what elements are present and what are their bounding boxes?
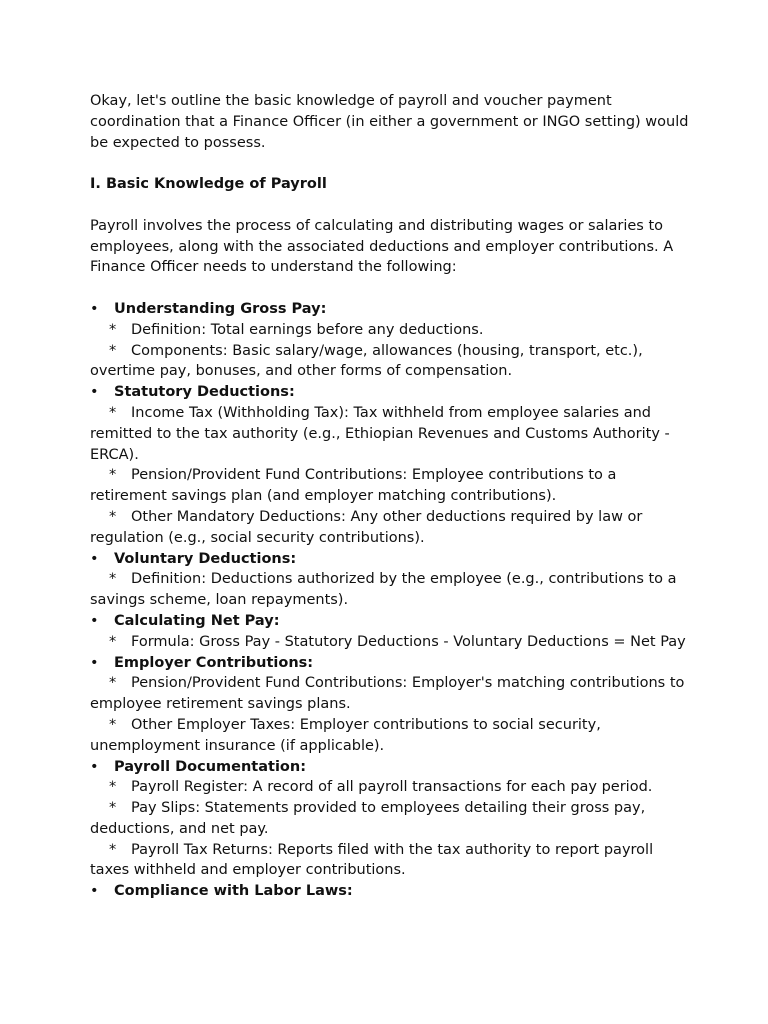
sub-item — [90, 632, 690, 653]
sub-item — [90, 840, 690, 882]
bullet-item — [90, 653, 690, 674]
bullet-icon: • — [90, 758, 99, 775]
sub-item-text: Payroll Register: A record of all payroll transactions for each pay period. — [131, 779, 653, 796]
bullet-label: Calculating Net Pay: — [114, 612, 280, 629]
asterisk-icon: * — [109, 633, 117, 650]
asterisk-icon: * — [109, 571, 117, 588]
bullet-label: Voluntary Deductions: — [114, 550, 297, 567]
sub-item — [90, 465, 690, 507]
asterisk-icon: * — [109, 779, 117, 796]
bullet-icon: • — [90, 384, 99, 401]
section-heading: I. Basic Knowledge of Payroll — [90, 176, 327, 193]
asterisk-icon: * — [109, 841, 117, 858]
bullet-icon: • — [90, 654, 99, 671]
bullet-label: Statutory Deductions: — [114, 384, 295, 401]
asterisk-icon: * — [109, 800, 117, 817]
sub-item-text: Definition: Deductions authorized by the employee (e.g., contributions to a savings scheme, loan repayments). — [90, 571, 677, 609]
sub-item-text: Pension/Provident Fund Contributions: Employer's matching contributions to employee retirement savings plans. — [90, 675, 685, 713]
asterisk-icon: * — [109, 508, 117, 525]
asterisk-icon: * — [109, 716, 117, 733]
document-page — [90, 91, 690, 902]
bullet-icon: • — [90, 883, 99, 900]
bullet-label: Employer Contributions: — [114, 654, 314, 671]
bullet-icon: • — [90, 550, 99, 567]
asterisk-icon: * — [109, 321, 117, 338]
sub-item — [90, 341, 690, 383]
spacer — [90, 153, 690, 174]
asterisk-icon: * — [109, 342, 117, 359]
bullet-label: Payroll Documentation: — [114, 758, 307, 775]
asterisk-icon: * — [109, 467, 117, 484]
bullet-item — [90, 549, 690, 570]
sub-item-text: Other Mandatory Deductions: Any other deductions required by law or regulation (e.g., social security contributions). — [90, 508, 643, 546]
bullet-item — [90, 881, 690, 902]
sub-item-text: Income Tax (Withholding Tax): Tax withheld from employee salaries and remitted to the tax authority (e.g., Ethiopian Revenues and Customs Authority - ERCA). — [90, 404, 670, 463]
sub-item — [90, 507, 690, 549]
bullet-icon: • — [90, 612, 99, 629]
bullet-label: Compliance with Labor Laws: — [114, 883, 353, 900]
bullet-item — [90, 382, 690, 403]
sub-item — [90, 673, 690, 715]
sub-item-text: Pay Slips: Statements provided to employees detailing their gross pay, deductions, and net pay. — [90, 800, 646, 837]
sub-item — [90, 320, 690, 341]
bullet-list — [90, 299, 690, 902]
sub-item — [90, 569, 690, 611]
sub-item-text: Payroll Tax Returns: Reports filed with the tax authority to report payroll taxes withheld and employer contributions. — [90, 841, 654, 879]
intro-paragraph: Okay, let's outline the basic knowledge of payroll and voucher payment coordination that a Finance Officer (in either a government or INGO setting) would be expected to possess. — [90, 93, 689, 151]
bullet-item — [90, 611, 690, 632]
spacer — [90, 195, 690, 216]
sub-item-text: Other Employer Taxes: Employer contributions to social security, unemployment insurance (if applicable). — [90, 716, 601, 754]
bullet-icon: • — [90, 300, 99, 317]
sub-item — [90, 403, 690, 465]
bullet-item — [90, 757, 690, 778]
bullet-item — [90, 299, 690, 320]
sub-item-text: Formula: Gross Pay - Statutory Deductions - Voluntary Deductions = Net Pay — [131, 633, 686, 650]
sub-item — [90, 798, 690, 840]
section-intro-paragraph: Payroll involves the process of calculating and distributing wages or salaries to employees, along with the associated deductions and employer contributions. A Finance Officer needs to understand the following: — [90, 217, 674, 276]
sub-item-text: Pension/Provident Fund Contributions: Employee contributions to a retirement savings plan (and employer matching contributions). — [90, 467, 617, 505]
bullet-label: Understanding Gross Pay: — [114, 300, 327, 317]
sub-item — [90, 715, 690, 757]
spacer — [90, 278, 690, 299]
sub-item — [90, 777, 690, 798]
sub-item-text: Components: Basic salary/wage, allowances (housing, transport, etc.), overtime pay, bonuses, and other forms of compensation. — [90, 342, 643, 380]
sub-item-text: Definition: Total earnings before any deductions. — [131, 321, 484, 338]
asterisk-icon: * — [109, 675, 117, 692]
asterisk-icon: * — [109, 404, 117, 421]
